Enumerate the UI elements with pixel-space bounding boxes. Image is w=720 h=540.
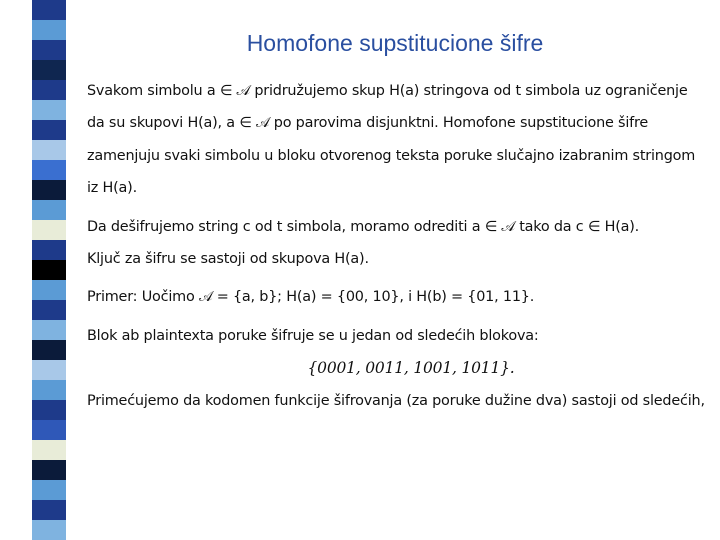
stripe-block bbox=[32, 300, 66, 320]
decorative-stripe bbox=[32, 0, 66, 540]
stripe-block bbox=[32, 200, 66, 220]
slide-body bbox=[87, 75, 715, 417]
stripe-block bbox=[32, 380, 66, 400]
stripe-block bbox=[32, 440, 66, 460]
stripe-block bbox=[32, 520, 66, 540]
stripe-block bbox=[32, 220, 66, 240]
stripe-block bbox=[32, 240, 66, 260]
stripe-block bbox=[32, 460, 66, 480]
stripe-block bbox=[32, 340, 66, 360]
paragraph-line: Da dešifrujemo string c od t simbola, moramo odrediti a ∈ 𝒜 tako da c ∈ H(a). bbox=[87, 218, 640, 235]
stripe-block bbox=[32, 360, 66, 380]
stripe-block bbox=[32, 80, 66, 100]
stripe-block bbox=[32, 0, 66, 20]
stripe-block bbox=[32, 260, 66, 280]
stripe-block bbox=[32, 120, 66, 140]
stripe-block bbox=[32, 280, 66, 300]
stripe-block bbox=[32, 420, 66, 440]
paragraph-line: iz H(a). bbox=[87, 180, 137, 197]
stripe-block bbox=[32, 60, 66, 80]
stripe-block bbox=[32, 180, 66, 200]
example-line: Primer: Uočimo 𝒜 = {a, b}; H(a) = {00, 10}, i H(b) = {01, 11}. bbox=[87, 289, 535, 306]
stripe-block bbox=[32, 480, 66, 500]
paragraph-line: Primećujemo da kodomen funkcije šifrovanja (za poruke dužine dva) sastoji od sledećih, bbox=[87, 392, 705, 409]
stripe-block bbox=[32, 40, 66, 60]
stripe-block bbox=[32, 100, 66, 120]
paragraph-line: zamenjuju svaki simbolu u bloku otvorenog teksta poruke slučajno izabranim stringom bbox=[87, 147, 696, 164]
paragraph-line: Ključ za šifru se sastoji od skupova H(a). bbox=[87, 251, 369, 268]
stripe-block bbox=[32, 20, 66, 40]
paragraph-line: Svakom simbolu a ∈ 𝒜 pridružujemo skup H(a) stringova od t simbola uz ograničenje bbox=[87, 83, 688, 99]
stripe-block bbox=[32, 320, 66, 340]
display-formula: {0001, 0011, 1001, 1011}. bbox=[307, 359, 515, 378]
slide-title: Homofone supstitucione šifre bbox=[246, 30, 544, 56]
stripe-block bbox=[32, 160, 66, 180]
paragraph-line: Blok ab plaintexta poruke šifruje se u jedan od sledećih blokova: bbox=[87, 327, 539, 344]
paragraph-line: da su skupovi H(a), a ∈ 𝒜 po parovima disjunktni. Homofone supstitucione šifre bbox=[87, 115, 649, 132]
stripe-block bbox=[32, 500, 66, 520]
stripe-block bbox=[32, 140, 66, 160]
stripe-block bbox=[32, 400, 66, 420]
